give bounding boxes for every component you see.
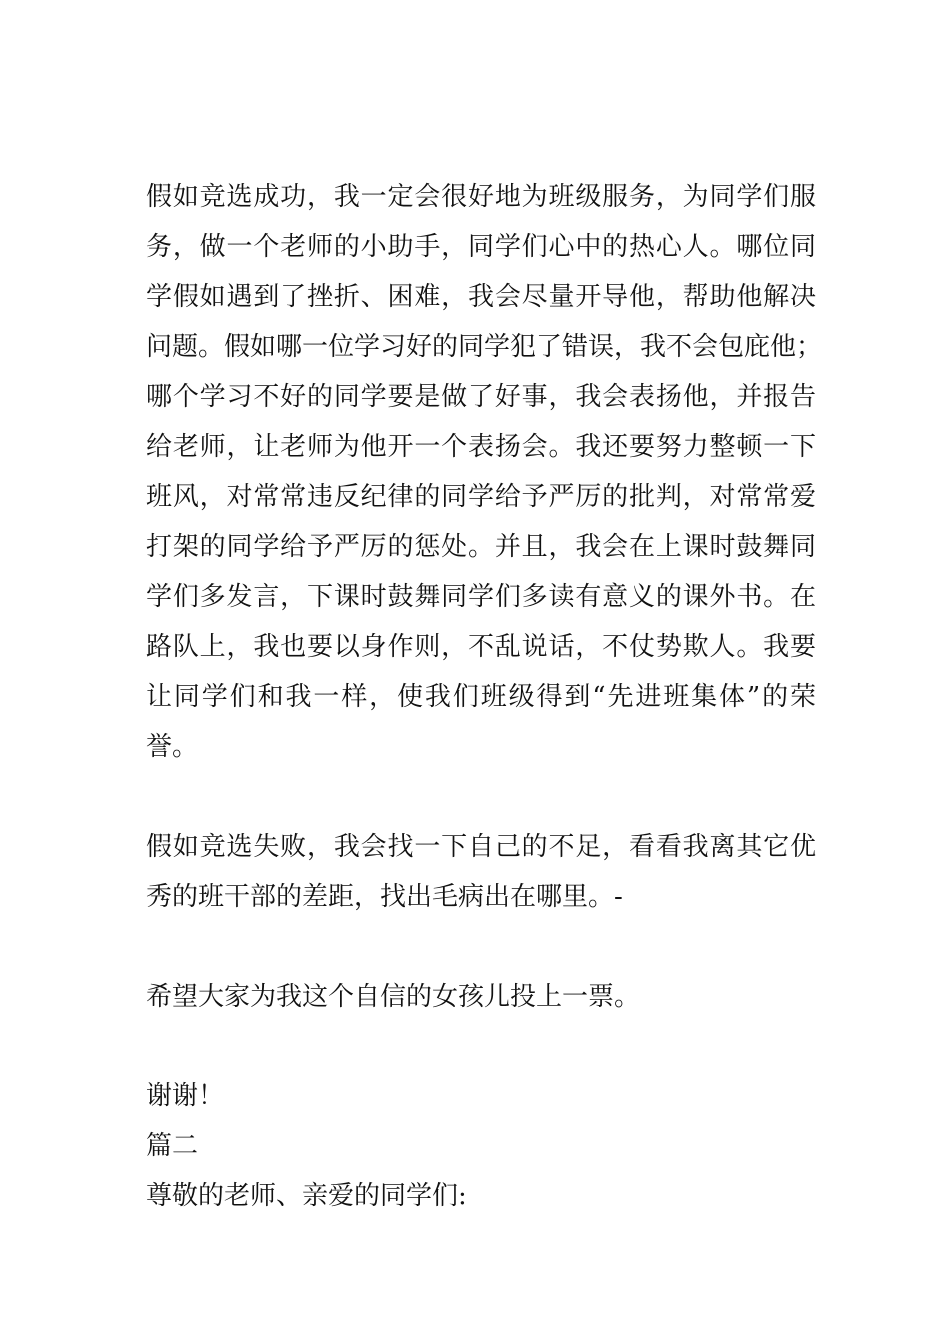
text-line: 给老师，让老师为他开一个表扬会。我还要努力整顿一下 <box>146 432 816 462</box>
text-line: 打架的同学给予严厉的惩处。并且，我会在上课时鼓舞同 <box>146 532 816 562</box>
text-line: 哪个学习不好的同学要是做了好事，我会表扬他，并报告 <box>146 382 816 412</box>
text-line: 希望大家为我这个自信的女孩儿投上一票。 <box>146 982 641 1012</box>
section-title: 篇二 <box>146 1131 199 1161</box>
greeting: 尊敬的老师、亲爱的同学们: <box>146 1181 467 1211</box>
text-line: 秀的班干部的差距，找出毛病出在哪里。- <box>146 882 623 912</box>
text-line: 让同学们和我一样，使我们班级得到“先进班集体”的荣 <box>146 682 816 712</box>
text-line: 假如竞选失败，我会找一下自己的不足，看看我离其它优 <box>146 832 816 862</box>
text-line: 路队上，我也要以身作则，不乱说话，不仗势欺人。我要 <box>146 632 816 662</box>
text-line: 学们多发言，下课时鼓舞同学们多读有意义的课外书。在 <box>146 582 816 612</box>
closing-thanks: 谢谢！ <box>146 1081 225 1111</box>
text-line: 务，做一个老师的小助手，同学们心中的热心人。哪位同 <box>146 232 816 262</box>
text-line: 假如竞选成功，我一定会很好地为班级服务，为同学们服 <box>146 182 816 212</box>
text-line: 学假如遇到了挫折、困难，我会尽量开导他，帮助他解决 <box>146 282 816 312</box>
text-line: 问题。假如哪一位学习好的同学犯了错误，我不会包庇他； <box>146 332 823 362</box>
text-line: 班风，对常常违反纪律的同学给予严厉的批判，对常常爱 <box>146 482 816 512</box>
text-line: 誉。 <box>146 732 199 762</box>
